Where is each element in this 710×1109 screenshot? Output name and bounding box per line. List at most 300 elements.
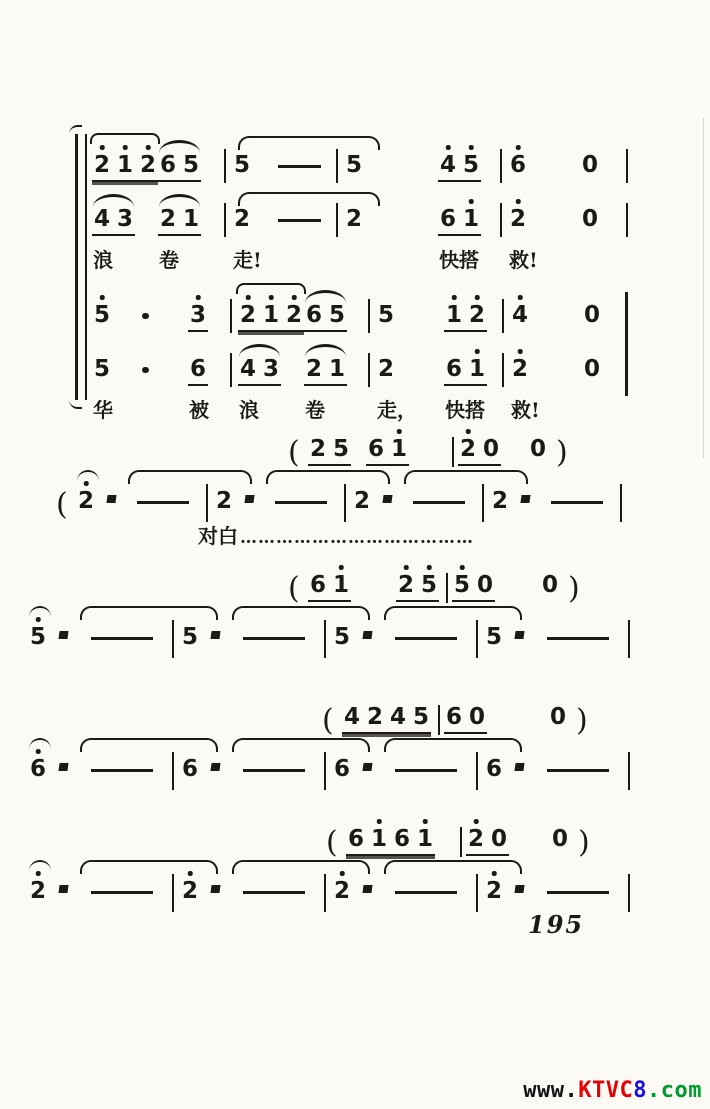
note — [582, 332, 616, 386]
note-digit — [306, 303, 322, 328]
held-note-line-1 — [0, 468, 710, 522]
note-wrap — [484, 625, 504, 654]
lyric-cell — [218, 244, 232, 270]
barline — [494, 182, 508, 236]
paren-glyph: ( — [288, 435, 300, 470]
paren-glyph: ) — [568, 571, 580, 606]
octave-dot — [466, 429, 471, 434]
note-digit — [417, 827, 433, 852]
page-number: 195 — [528, 910, 585, 939]
spacer — [490, 696, 548, 734]
beamed-group — [308, 573, 351, 602]
square-mark — [362, 885, 372, 893]
note-digit — [30, 625, 46, 650]
voice-1-row — [92, 126, 630, 182]
note-wrap — [180, 757, 200, 786]
note — [28, 858, 58, 908]
slur-arc — [93, 194, 134, 207]
barline-mark — [482, 484, 485, 522]
note-digit — [160, 207, 176, 232]
dash-extension — [268, 126, 330, 182]
note-number: 1 — [417, 826, 434, 852]
note-number: 6 — [310, 572, 327, 598]
note-digit — [117, 207, 133, 232]
note-wrap — [232, 153, 252, 182]
note-number: 5 — [486, 624, 503, 650]
tie-arc — [238, 192, 380, 206]
note-wrap — [550, 827, 570, 856]
note-digit — [367, 705, 383, 730]
barline-mark — [502, 299, 505, 333]
note-wrap — [332, 757, 352, 786]
lyric-cell — [616, 394, 624, 420]
beamed-group — [346, 827, 435, 856]
note-digit — [530, 437, 546, 462]
note — [92, 276, 142, 332]
note-number: 4 — [344, 704, 361, 730]
square-mark — [58, 763, 68, 771]
note-number: 6 — [394, 826, 411, 852]
note-number: 6 — [334, 756, 351, 782]
barline-mark — [476, 874, 479, 912]
note-number: 4 — [440, 152, 457, 178]
beamed-group — [342, 705, 431, 734]
dot-mark — [142, 313, 149, 320]
beamed-group — [438, 153, 481, 182]
octave-dot — [269, 295, 274, 300]
note-digit — [454, 573, 470, 598]
barline-mark — [626, 203, 629, 237]
spacer — [374, 182, 438, 236]
note-digit — [491, 827, 507, 852]
square-mark — [210, 763, 220, 771]
watermark-part: 8 — [633, 1078, 648, 1103]
barline — [624, 182, 630, 236]
lyrics-row — [92, 236, 630, 270]
note-number: 6 — [368, 436, 385, 462]
square-mark — [210, 631, 220, 639]
note-number: 5 — [30, 624, 47, 650]
barline — [330, 126, 344, 182]
barline-mark — [438, 705, 441, 735]
octave-dot — [404, 565, 409, 570]
note-number: 2 — [240, 302, 257, 328]
octave-dot — [292, 295, 297, 300]
barline-mark — [224, 149, 227, 183]
note-digit — [310, 573, 326, 598]
dash-mark — [547, 891, 609, 895]
note-digit — [421, 573, 437, 598]
lyric-cell — [238, 394, 304, 420]
barline — [614, 468, 628, 518]
note-number: 2 — [286, 302, 303, 328]
note-number: 0 — [530, 436, 547, 462]
lyric-cell — [508, 244, 554, 270]
octave-dot — [339, 565, 344, 570]
barline-mark — [500, 149, 503, 183]
note-number: 5 — [182, 624, 199, 650]
lyric-cell — [304, 394, 362, 420]
note-number: 6 — [446, 704, 463, 730]
note-group — [466, 818, 512, 856]
note-wrap — [508, 207, 528, 236]
tie-arc — [384, 738, 522, 752]
note-number: 6 — [160, 152, 177, 178]
note-number: 5 — [329, 302, 346, 328]
note-number: 2 — [354, 488, 371, 514]
square-mark — [210, 885, 220, 893]
barline — [496, 332, 510, 386]
dash-extension — [534, 858, 622, 908]
note-digit — [440, 207, 456, 232]
note-digit — [584, 303, 600, 328]
note — [76, 468, 106, 518]
slur-arc — [159, 140, 200, 153]
voice-2-row — [92, 182, 630, 236]
note-number: 6 — [446, 356, 463, 382]
note-wrap — [548, 705, 568, 734]
square-mark — [362, 763, 372, 771]
note-digit — [582, 153, 598, 178]
spacer — [614, 182, 624, 236]
note-digit — [486, 625, 502, 650]
note-wrap — [484, 757, 504, 786]
interlude-phrase-1 — [0, 428, 710, 470]
note — [376, 332, 416, 386]
beamed-group — [304, 357, 347, 386]
note-digit — [354, 489, 370, 514]
lyric-cell — [330, 244, 344, 270]
octave-dot — [474, 819, 479, 824]
lyric: 救! — [511, 398, 540, 422]
dash-mark — [243, 637, 305, 641]
beamed-group — [438, 207, 481, 236]
note-group — [308, 428, 354, 466]
slur-arc — [236, 283, 306, 294]
note-group — [92, 126, 158, 182]
beamed-group — [396, 573, 439, 602]
paren-glyph: ( — [288, 571, 300, 606]
barline-mark — [620, 484, 623, 522]
octave-dot — [423, 819, 428, 824]
note — [188, 332, 224, 386]
barline-mark — [460, 827, 463, 857]
note-digit — [30, 757, 46, 782]
tie-arc — [80, 606, 218, 620]
note-number: 1 — [371, 826, 388, 852]
spacer — [354, 428, 366, 466]
beamed-group — [238, 303, 304, 332]
paren-glyph: ( — [322, 703, 334, 738]
note-number: 1 — [183, 206, 200, 232]
note-digit — [486, 757, 502, 782]
note-digit — [329, 357, 345, 382]
note-number: 6 — [486, 756, 503, 782]
barline — [362, 332, 376, 386]
held-row — [0, 468, 710, 522]
note — [510, 276, 552, 332]
note-wrap — [332, 879, 352, 908]
note-number: 5 — [94, 302, 111, 328]
note-number: 0 — [550, 704, 567, 730]
dash-mark — [137, 501, 189, 505]
barline — [622, 604, 636, 654]
note-digit — [306, 357, 322, 382]
beamed-group — [92, 207, 135, 236]
note-digit — [94, 207, 110, 232]
note-number: 0 — [542, 572, 559, 598]
lyric-cell — [344, 244, 374, 270]
note-number: 1 — [333, 572, 350, 598]
barline-mark — [368, 299, 371, 333]
barline-mark — [452, 437, 455, 467]
note-wrap — [180, 879, 200, 908]
barline — [624, 126, 630, 182]
note-wrap — [28, 625, 48, 654]
note-number: 2 — [378, 356, 395, 382]
beamed-group — [158, 153, 201, 182]
dialogue-cue — [198, 520, 710, 548]
note-digit — [183, 207, 199, 232]
tie-hook-bottom-icon — [69, 398, 82, 409]
dash-mark — [275, 501, 327, 505]
beamed-group — [444, 357, 487, 386]
note-number: 2 — [398, 572, 415, 598]
square-mark — [58, 885, 68, 893]
lyric: 华 — [93, 398, 113, 422]
note-digit — [371, 827, 387, 852]
barline — [224, 332, 238, 386]
barline-mark — [368, 353, 371, 387]
lyric-cell — [552, 394, 582, 420]
dot-mark — [142, 367, 149, 374]
note-digit — [234, 153, 250, 178]
note — [550, 818, 578, 856]
open-paren — [288, 428, 308, 470]
octave-dot — [516, 199, 521, 204]
slur-arc — [305, 290, 346, 303]
square-mark — [514, 885, 524, 893]
beamed-group — [452, 573, 495, 602]
note-digit — [368, 437, 384, 462]
note-digit — [94, 357, 110, 382]
octave-dot — [460, 565, 465, 570]
note-digit — [440, 153, 456, 178]
tie-arc-small — [77, 470, 99, 481]
lyric: 快搭 — [445, 398, 485, 422]
note-digit — [78, 489, 94, 514]
dialogue-ellipsis: ………………………………… — [240, 528, 474, 548]
note-number: 5 — [94, 356, 111, 382]
lyric-cell — [376, 394, 416, 420]
note-wrap — [76, 489, 96, 518]
note-number: 2 — [182, 878, 199, 904]
tie-arc — [404, 470, 528, 484]
octave-dot — [36, 871, 41, 876]
beamed-group — [444, 705, 487, 734]
barline — [494, 126, 508, 182]
note-number: 2 — [469, 302, 486, 328]
held-note-line-4 — [0, 858, 710, 908]
note-digit — [216, 489, 232, 514]
beamed-group — [308, 437, 351, 466]
barline — [622, 858, 636, 908]
close-paren — [576, 696, 596, 738]
note-group — [92, 182, 158, 236]
note-wrap — [528, 437, 548, 466]
note-number: 6 — [190, 356, 207, 382]
square-mark — [106, 495, 116, 503]
note-digit — [390, 705, 406, 730]
note-group — [342, 696, 434, 734]
lyric: 卷 — [305, 398, 325, 422]
note — [344, 126, 374, 182]
octave-dot — [36, 617, 41, 622]
dash-extension — [540, 468, 614, 518]
note-digit — [446, 357, 462, 382]
note-digit — [584, 357, 600, 382]
slur-arc — [90, 133, 160, 144]
dash-extension — [268, 182, 330, 236]
note-digit — [286, 303, 302, 328]
note-wrap — [508, 153, 528, 182]
tie-arc — [266, 470, 390, 484]
barline-mark — [224, 203, 227, 237]
octave-dot — [427, 565, 432, 570]
note-number: 6 — [306, 302, 323, 328]
note — [540, 564, 568, 602]
note — [528, 428, 556, 466]
lyric-cell — [362, 394, 376, 420]
note-wrap — [214, 489, 234, 518]
slur-arc — [239, 344, 280, 357]
held-row — [0, 604, 710, 654]
note-digit — [486, 879, 502, 904]
note-digit — [190, 357, 206, 382]
tie-arc — [384, 860, 522, 874]
tie-arc — [384, 606, 522, 620]
note-digit — [182, 625, 198, 650]
lyric-cell — [582, 394, 616, 420]
lyric-cell — [510, 394, 552, 420]
note-group — [438, 182, 494, 236]
note-number: 1 — [391, 436, 408, 462]
note-digit — [310, 437, 326, 462]
note — [344, 182, 374, 236]
lyric: 走! — [233, 248, 262, 272]
spacer — [354, 564, 396, 602]
note-number: 5 — [334, 624, 351, 650]
note-digit — [398, 573, 414, 598]
note-number: 2 — [306, 356, 323, 382]
note-digit — [94, 153, 110, 178]
spacer — [412, 428, 448, 466]
note-digit — [334, 879, 350, 904]
note-digit — [240, 357, 256, 382]
lyric-cell — [92, 244, 158, 270]
note-digit — [94, 303, 110, 328]
accent-square-icon — [106, 468, 126, 518]
note-wrap — [490, 489, 510, 518]
note-number: 4 — [512, 302, 529, 328]
accent-square-icon — [58, 736, 78, 786]
note-digit — [394, 827, 410, 852]
interlude-phrase-4 — [0, 818, 710, 860]
dash-mark — [395, 769, 457, 773]
note-number: 0 — [552, 826, 569, 852]
octave-dot — [518, 295, 523, 300]
note-digit — [468, 827, 484, 852]
note-number: 2 — [310, 436, 327, 462]
note-number: 2 — [510, 206, 527, 232]
square-mark — [514, 631, 524, 639]
note-number: 6 — [30, 756, 47, 782]
note-group — [366, 428, 412, 466]
lyric-cell — [224, 394, 238, 420]
note-digit — [510, 207, 526, 232]
note-group — [396, 564, 442, 602]
lyric-cell — [494, 244, 508, 270]
barline-mark — [230, 353, 233, 387]
note-group — [158, 182, 218, 236]
barline — [434, 696, 444, 734]
note-number: 4 — [94, 206, 111, 232]
note-number: 0 — [491, 826, 508, 852]
lyric: 走， — [377, 398, 417, 422]
note — [232, 126, 268, 182]
note-number: 2 — [367, 704, 384, 730]
note-number: 5 — [183, 152, 200, 178]
spacer — [416, 276, 444, 332]
dash-mark — [395, 891, 457, 895]
note-group — [304, 276, 362, 332]
dash-extension — [534, 736, 622, 786]
note-digit — [512, 303, 528, 328]
square-mark — [58, 631, 68, 639]
octave-dot — [100, 295, 105, 300]
barline-mark — [502, 353, 505, 387]
note-group — [238, 276, 304, 332]
note-digit — [234, 207, 250, 232]
note-number: 2 — [140, 152, 157, 178]
note-digit — [483, 437, 499, 462]
note-digit — [469, 705, 485, 730]
note-digit — [182, 879, 198, 904]
lyric: 快搭 — [439, 248, 479, 272]
tie-arc-small — [29, 738, 51, 749]
note-digit — [117, 153, 133, 178]
held-row — [0, 858, 710, 908]
tie-arc-small — [29, 606, 51, 617]
spacer — [624, 332, 630, 386]
dash-mark — [91, 891, 153, 895]
note-digit — [378, 303, 394, 328]
octave-dot — [475, 295, 480, 300]
lyric-cell — [92, 394, 142, 420]
note-wrap — [510, 357, 530, 386]
note-number: 2 — [160, 206, 177, 232]
note-wrap — [376, 357, 396, 386]
octave-dot — [469, 145, 474, 150]
note-group — [458, 428, 504, 466]
note-digit — [333, 573, 349, 598]
note-wrap — [484, 879, 504, 908]
tie-hook-top-icon — [69, 125, 82, 136]
note — [188, 276, 224, 332]
barline-mark — [172, 752, 175, 790]
interlude-phrase-2 — [0, 564, 710, 606]
octave-dot — [516, 145, 521, 150]
